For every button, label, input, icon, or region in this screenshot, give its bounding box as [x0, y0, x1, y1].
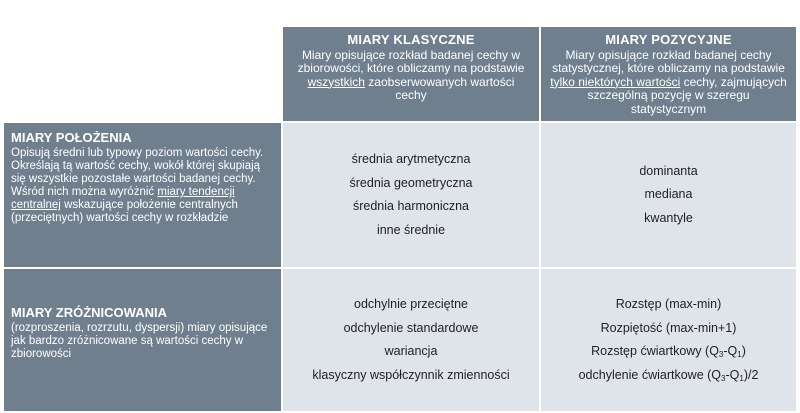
- row-location-title: MIARY POŁOŻENIA: [11, 130, 132, 145]
- row-dispersion-label: [4, 269, 281, 411]
- dispersion-positional-cell: [541, 269, 796, 411]
- header-classic-title: MIARY KLASYCZNE: [347, 32, 475, 47]
- header-classic-desc: Miary opisujące rozkład badanej cechy w zbiorowości, które obliczamy na podstawie wszystkich zaobserwowanych wartości cechy: [297, 47, 525, 102]
- header-positional-desc: Miary opisujące rozkład badanej cechy statystycznej, które obliczamy na podstawie tylko niektórych wartości cechy, zajmujących szczególną pozycję w szeregu statystycznym: [550, 47, 787, 116]
- list-item: mediana: [644, 187, 693, 202]
- dispersion-classic-cell: [283, 269, 539, 411]
- list-item: Rozpiętość (max-min+1): [600, 320, 737, 335]
- row-location-desc: Opisują średni lub typowy poziom wartości cechy. Określają tą wartość cechy, wokół której skupiają się wszystkie pozostałe wartości badanej cechy. Wśród nich można wyróżnić miary tendencji centralnej wskazujące położenie centralnych (przeciętnych) wartości cechy w rozkładzie: [11, 147, 264, 224]
- list-item: odchylenie ćwiartkowe $(Q_3-Q_1)/2$: [578, 367, 759, 383]
- list-item: kwantyle: [644, 210, 693, 225]
- list-item: średnia harmoniczna: [352, 199, 470, 213]
- header-positional: [541, 27, 796, 121]
- list-item: odchylenie standardowe: [343, 320, 479, 335]
- list-item: średnia geometryczna: [349, 175, 473, 190]
- list-item: średnia arytmetyczna: [351, 152, 471, 166]
- location-positional-cell: [541, 123, 796, 267]
- list-item: odchylnie przeciętne: [354, 297, 468, 311]
- header-positional-title: MIARY POZYCYJNE: [605, 32, 732, 47]
- list-item: Rozstęp ćwiartkowy $(Q_3-Q_1)$: [591, 344, 746, 359]
- list-item: dominanta: [639, 163, 698, 178]
- row-dispersion-desc: (rozproszenia, rozrzutu, dyspersji) miary opisujące jak bardzo zróżnicowane są wartości cechy w zbiorowości: [11, 322, 268, 360]
- row-dispersion-title: MIARY ZRÓŻNICOWANIA: [11, 305, 167, 320]
- list-item: klasyczny współczynnik zmienności: [312, 367, 510, 382]
- header-classic: [283, 27, 539, 121]
- list-item: inne średnie: [376, 222, 446, 237]
- list-item: Rozstęp (max-min): [615, 297, 722, 311]
- list-item: wariancja: [384, 344, 438, 358]
- row-location-label: [4, 123, 281, 267]
- location-classic-cell: [283, 123, 539, 267]
